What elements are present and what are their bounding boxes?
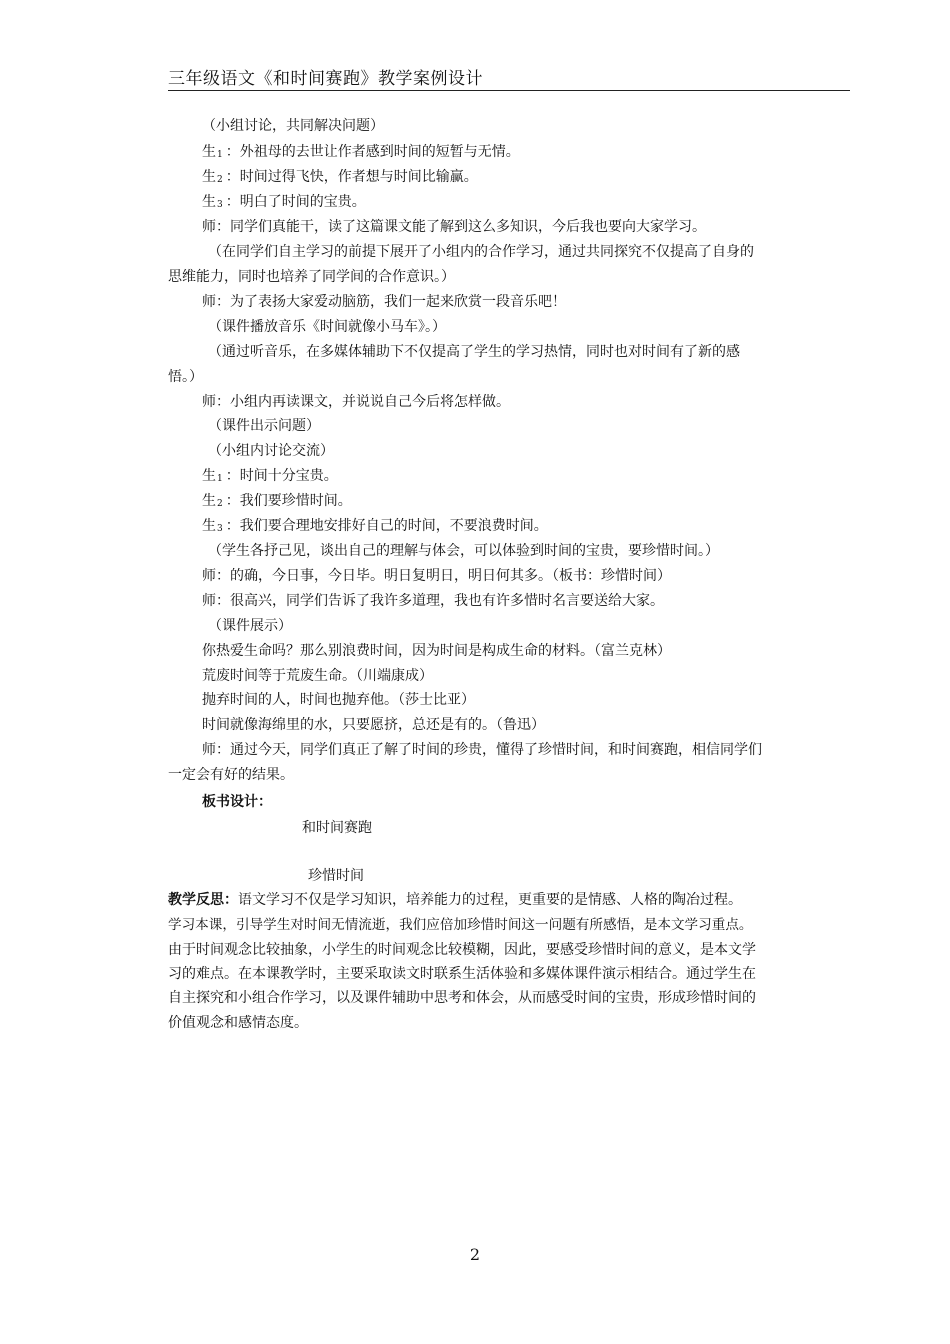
page-number: 2	[469, 1245, 481, 1264]
board-title: 和时间赛跑	[302, 820, 372, 836]
quote-line: 你热爱生命吗？那么别浪费时间，因为时间是构成生命的材料。（富兰克林）	[202, 643, 671, 659]
text-line: （学生各抒己见，谈出自己的理解与体会，可以体验到时间的宝贵，要珍惜时间。）	[208, 543, 719, 559]
text-line: 悟。）	[168, 369, 203, 385]
board-subtitle: 珍惜时间	[308, 868, 364, 884]
text-line: （通过听音乐，在多媒体辅助下不仅提高了学生的学习热情，同时也对时间有了新的感	[208, 344, 740, 360]
reflection-line: 学习本课，引导学生对时间无情流逝，我们应倍加珍惜时间这一问题有所感悟，是本文学习重点。	[168, 917, 753, 933]
student-number: 1	[217, 474, 223, 484]
text-line: 师：为了表扬大家爱动脑筋，我们一起来欣赏一段音乐吧！	[202, 294, 566, 310]
text-line: 我们要珍惜时间。	[239, 493, 352, 509]
reflection-line	[168, 888, 850, 913]
colon: ：	[225, 144, 240, 160]
text-line: 思维能力，同时也培养了同学间的合作意识。）	[168, 269, 455, 285]
text-line: 师：小组内再读课文，并说说自己今后将怎样做。	[202, 394, 510, 410]
student-label: 生	[202, 169, 216, 185]
text-line: 时间过得飞快，作者想与时间比输赢。	[239, 169, 478, 185]
text-line: 明白了时间的宝贵。	[239, 194, 366, 210]
text-line: （小组讨论，共同解决问题）	[202, 118, 384, 134]
student-label: 生	[202, 518, 216, 534]
colon: ：	[225, 169, 240, 185]
colon: ：	[225, 468, 240, 484]
board-design-label: 板书设计：	[202, 794, 272, 810]
text-line: （课件播放音乐《时间就像小马车》。）	[208, 319, 446, 335]
text-line: 师：的确，今日事，今日毕。明日复明日，明日何其多。（板书：珍惜时间）	[202, 568, 671, 584]
student-line-2	[202, 491, 352, 514]
colon: ：	[225, 518, 240, 534]
student-number: 2	[217, 175, 223, 185]
text-line: （课件展示）	[208, 618, 292, 634]
reflection-label: 教学反思：	[168, 892, 238, 908]
text-line: 时间十分宝贵。	[239, 468, 338, 484]
colon: ：	[225, 194, 240, 210]
student-label: 生	[202, 194, 216, 210]
header-title: 三年级语文《和时间赛跑》教学案例设计	[168, 69, 483, 89]
student-line-1	[202, 466, 338, 489]
page-header	[168, 62, 850, 91]
student-label: 生	[202, 144, 216, 160]
student-line-1	[202, 142, 520, 165]
quote-line: 抛弃时间的人，时间也抛弃他。（莎士比亚）	[202, 692, 475, 708]
student-number: 1	[217, 150, 223, 160]
text-line: （在同学们自主学习的前提下展开了小组内的合作学习，通过共同探究不仅提高了自身的	[208, 244, 754, 260]
student-number: 3	[217, 524, 223, 534]
reflection-line: 由于时间观念比较抽象，小学生的时间观念比较模糊，因此，要感受珍惜时间的意义，是本文学	[168, 942, 756, 958]
text-line: 师：同学们真能干，读了这篇课文能了解到这么多知识，今后我也要向大家学习。	[202, 219, 706, 235]
text-line: 我们要合理地安排好自己的时间，不要浪费时间。	[239, 518, 548, 534]
text-line: 一定会有好的结果。	[168, 767, 294, 783]
reflection-line: 习的难点。在本课教学时，主要采取读文时联系生活体验和多媒体课件演示相结合。通过学生在	[168, 966, 756, 982]
reflection-line: 自主探究和小组合作学习，以及课件辅助中思考和体会，从而感受时间的宝贵，形成珍惜时间的	[168, 990, 756, 1006]
student-line-3	[202, 516, 548, 539]
quote-line: 荒废时间等于荒废生命。（川端康成）	[202, 668, 433, 684]
text-line: （课件出示问题）	[208, 418, 320, 434]
student-number: 3	[217, 200, 223, 210]
student-line-2	[202, 167, 478, 190]
reflection-text: 语文学习不仅是学习知识，培养能力的过程，更重要的是情感、人格的陶冶过程。	[238, 892, 742, 908]
colon: ：	[225, 493, 240, 509]
quote-line: 时间就像海绵里的水，只要愿挤，总还是有的。（鲁迅）	[202, 717, 545, 733]
student-label: 生	[202, 468, 216, 484]
student-number: 2	[217, 499, 223, 509]
text-line: 外祖母的去世让作者感到时间的短暂与无情。	[239, 144, 520, 160]
text-line: （小组内讨论交流）	[208, 443, 334, 459]
text-line: 师：通过今天，同学们真正了解了时间的珍贵，懂得了珍惜时间，和时间赛跑，相信同学们	[202, 742, 762, 758]
text-line: 师：很高兴，同学们告诉了我许多道理，我也有许多惜时名言要送给大家。	[202, 593, 664, 609]
student-label: 生	[202, 493, 216, 509]
reflection-line: 价值观念和感情态度。	[168, 1015, 308, 1031]
student-line-3	[202, 192, 366, 215]
